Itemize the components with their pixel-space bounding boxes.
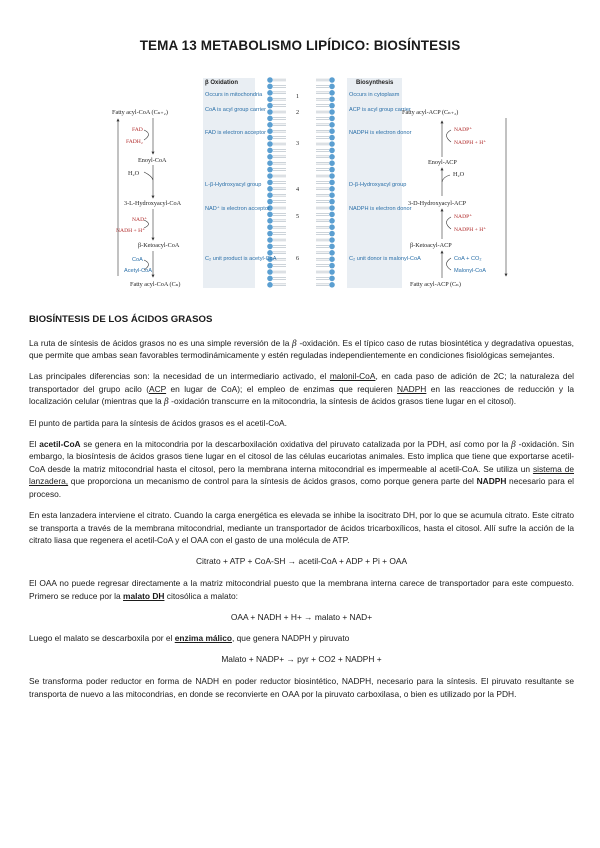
right-header: Biosynthesis (356, 80, 394, 86)
lipid-head (267, 199, 273, 205)
paragraph-6: El OAA no puede regresar directamente a la matriz mitocondrial puesto que la membrana interna carece de transportador para este compuesto. Primero se reduce por la malato DH citosólica a malato: (29, 578, 574, 601)
term-sistema-lanzadera: sistema de lanzadera, (29, 463, 575, 487)
membrane-number-2: 2 (296, 109, 300, 116)
lipid-head (267, 192, 273, 198)
lipid-head (329, 186, 335, 192)
lipid-head (329, 192, 335, 198)
lipid-head (267, 103, 273, 109)
lipid-head (329, 96, 335, 102)
lipid-head (267, 96, 273, 102)
lipid-head (329, 224, 335, 230)
lipid-head (267, 167, 273, 173)
paragraph-5: En esta lanzadera interviene el citrato. Cuando la carga energética es elevada se inhibe la isocitrato DH, por lo que se acumula citrato. Este citrato se transporta a través de la membrana mitocondrial, mediante un transportador de ácidos tricarboxílicos, hasta el citosol. Allí sufre la acción de la citrato liasa que regenera el acetil-CoA y el OAA con el gasto de una molécula de ATP. (29, 510, 574, 546)
lipid-head (267, 276, 273, 282)
equation-malato-dh: OAA + NADH + H+ → malato + NAD+ (230, 611, 373, 622)
lipid-head (329, 135, 335, 141)
right-note-2: ACP is acyl group carrier (349, 107, 411, 113)
page-title: TEMA 13 METABOLISMO LIPÍDICO: BIOSÍNTESIS (139, 38, 461, 53)
lipid-head (267, 282, 273, 288)
membrane-number-4: 4 (296, 186, 300, 193)
left-hydroxyacyl-coa: 3-L-Hydroxyacyl-CoA (124, 200, 182, 207)
lipid-head (329, 237, 335, 243)
left-ketoacyl-coa: β-Ketoacyl-CoA (138, 242, 180, 249)
left-fadh2: FADH₂ (126, 139, 143, 145)
lipid-head (267, 224, 273, 230)
lipid-head (267, 154, 273, 160)
beta-oxidation-vs-biosynthesis-figure (110, 72, 510, 294)
left-acetyl-coa: Acetyl-CoA (124, 268, 152, 274)
lipid-head (267, 160, 273, 166)
lipid-head (329, 122, 335, 128)
lipid-head (329, 256, 335, 262)
lipid-head (329, 77, 335, 83)
right-nadph-1: NADPH + H⁺ (454, 140, 487, 146)
right-note-5: NADPH is electron donor (349, 206, 412, 212)
right-ketoacyl-acp: β-Ketoacyl-ACP (410, 242, 452, 249)
lipid-head (329, 173, 335, 179)
right-note-3: NADPH is electron donor (349, 130, 412, 136)
lipid-head (267, 250, 273, 256)
lipid-head (267, 116, 273, 122)
right-note-6: C₂ unit donor is malonyl-CoA (349, 256, 421, 262)
lipid-head (329, 90, 335, 96)
paragraph-7: Luego el malato se descarboxila por el enzima málico, que genera NADPH y piruvato (29, 633, 350, 644)
term-acp: ACP (149, 383, 167, 394)
lipid-head (329, 231, 335, 237)
lipid-head (267, 109, 273, 115)
lipid-head (329, 141, 335, 147)
left-fatty-acyl-coa-bottom: Fatty acyl-CoA (Cₙ) (130, 281, 181, 288)
left-note-6: C₂ unit product is acetyl-CoA (205, 256, 277, 262)
equation-citrato-liasa: Citrato + ATP + CoA-SH → acetil-CoA + ADP + Pi + OAA (195, 556, 408, 567)
term-malato-dh: malato DH (123, 590, 165, 601)
lipid-head (329, 263, 335, 269)
right-enoyl-acp: Enoyl-ACP (428, 159, 457, 166)
lipid-head (329, 244, 335, 250)
lipid-head (267, 84, 273, 90)
lipid-head (267, 237, 273, 243)
lipid-head (329, 205, 335, 211)
term-nadph-bold: NADPH (476, 476, 507, 487)
lipid-head (267, 141, 273, 147)
lipid-head (267, 173, 273, 179)
left-note-5: NAD⁺ is electron acceptor (205, 206, 270, 212)
lipid-head (329, 199, 335, 205)
equation-enzima-malico: Malato + NADP+ → pyr + CO2 + NADPH + (221, 654, 382, 665)
right-nadp-2: NADP⁺ (454, 214, 473, 220)
left-note-3: FAD is electron acceptor (205, 130, 266, 136)
lipid-head (267, 77, 273, 83)
comparison-diagram (110, 72, 510, 294)
term-acetil-coa: acetil-CoA (39, 438, 81, 449)
lipid-head (267, 218, 273, 224)
left-note-1: Occurs in mitochondria (205, 92, 263, 98)
paragraph-1: La ruta de síntesis de ácidos grasos no es una simple reversión de la β -oxidación. Es el típico caso de rutas biosintética y degradativa opuestas, que permite que ambas sean favorables termodinámicamente y estén reguladas independientemente en condiciones fisiológicas semejantes. (29, 337, 574, 361)
lipid-head (267, 148, 273, 154)
lipid-head (267, 135, 273, 141)
lipid-head (329, 84, 335, 90)
right-note-1: Occurs in cytoplasm (349, 92, 400, 98)
term-malonil-coa: malonil-CoA (329, 371, 376, 382)
membrane-number-3: 3 (296, 140, 300, 147)
left-fad: FAD (132, 127, 143, 133)
left-note-4: L-β-Hydroxyacyl group (205, 182, 262, 188)
lipid-head (267, 180, 273, 186)
left-nadh: NADH + H⁺ (116, 228, 146, 234)
right-nadp-1: NADP⁺ (454, 127, 473, 133)
paragraph-4: El acetil-CoA se genera en la mitocondria por la descarboxilación oxidativa del piruvato catalizada por la PDH, así como por la β -oxidación. Sin embargo, la biosíntesis de ácidos grasos tiene lugar en el citosol de las células eucariotas animales. Esto implica que tiene que exportarse acetil-CoA desde la matriz mitocondrial hasta el citosol, pero la membrana interna mitocondrial es impermeable al acetil-CoA. Se utiliza un sistema de lanzadera, que proporciona un mecanismo de control para la síntesis de ácidos grasos, como porque genera parte del NADPH necesario para el proceso. (29, 438, 575, 500)
membrane-number-5: 5 (296, 213, 300, 220)
lipid-head (267, 128, 273, 134)
lipid-head (329, 282, 335, 288)
lipid-head (329, 167, 335, 173)
left-coa: CoA (132, 257, 143, 263)
right-coa-co2: CoA + CO₂ (454, 256, 482, 262)
lipid-head (329, 212, 335, 218)
right-malonyl-coa: Malonyl-CoA (454, 268, 487, 274)
lipid-head (267, 231, 273, 237)
right-nadph-2: NADPH + H⁺ (454, 227, 487, 233)
lipid-head (267, 212, 273, 218)
membrane-number-1: 1 (296, 93, 300, 100)
lipid-head (329, 128, 335, 134)
lipid-head (329, 148, 335, 154)
paragraph-8: Se transforma poder reductor en forma de NADH en poder reductor biosintético, NADPH, necesario para la síntesis. El piruvato resultante se transporta de nuevo a las mitocondrias, en donde se reconvierte en OAA por la piruvato carboxilasa, o bien es utilizado por la PDH. (29, 675, 574, 699)
lipid-head (267, 90, 273, 96)
term-enzima-malico: enzima málico (174, 633, 232, 644)
lipid-head (329, 103, 335, 109)
lipid-head (329, 154, 335, 160)
document-body (29, 314, 574, 709)
right-h2o: H₂O (453, 171, 465, 178)
right-fatty-acyl-acp-top: Fatty acyl-ACP (Cₙ₊₂) (402, 109, 459, 116)
lipid-head (329, 276, 335, 282)
paragraph-3: El punto de partida para la síntesis de ácidos grasos es el acetil-CoA. (29, 417, 287, 428)
paragraph-2: Las principales diferencias son: la necesidad de un intermediario activado, el malonil-CoA, en cada paso de adición de 2C; la naturaleza del transportador del grupo acilo (ACP en lugar de CoA); el empleo de enzimas que requieren NADPH en las reacciones de reducción y la localización celular (mientras que la β -oxidación transcurre en la mitocondria, la síntesis de ácidos grasos tiene lugar en el citosol). (29, 371, 575, 407)
term-nadph: NADPH (397, 383, 427, 394)
left-header: β Oxidation (205, 80, 238, 86)
right-fatty-acyl-acp-bottom: Fatty acyl-ACP (Cₙ) (410, 281, 461, 288)
lipid-head (267, 244, 273, 250)
left-nad: NAD⁺ (132, 217, 148, 223)
lipid-head (329, 250, 335, 256)
lipid-head (267, 269, 273, 275)
lipid-head (329, 109, 335, 115)
lipid-head (267, 263, 273, 269)
membrane-number-6: 6 (296, 255, 300, 262)
left-note-2: CoA is acyl group carrier (205, 107, 266, 113)
left-h2o: H₂O (128, 170, 140, 177)
lipid-head (329, 269, 335, 275)
left-fatty-acyl-coa-top: Fatty acyl-CoA (Cₙ₊₂) (112, 109, 168, 116)
lipid-head (329, 116, 335, 122)
lipid-head (329, 180, 335, 186)
left-enoyl-coa: Enoyl-CoA (138, 157, 167, 164)
lipid-head (267, 186, 273, 192)
lipid-bilayer-membrane (267, 77, 335, 287)
section-heading: BIOSÍNTESIS DE LOS ÁCIDOS GRASOS (29, 314, 213, 325)
lipid-head (329, 160, 335, 166)
lipid-head (267, 122, 273, 128)
right-note-4: D-β-Hydroxyacyl group (349, 182, 407, 188)
lipid-head (329, 218, 335, 224)
right-hydroxyacyl-acp: 3-D-Hydroxyacyl-ACP (408, 200, 467, 207)
